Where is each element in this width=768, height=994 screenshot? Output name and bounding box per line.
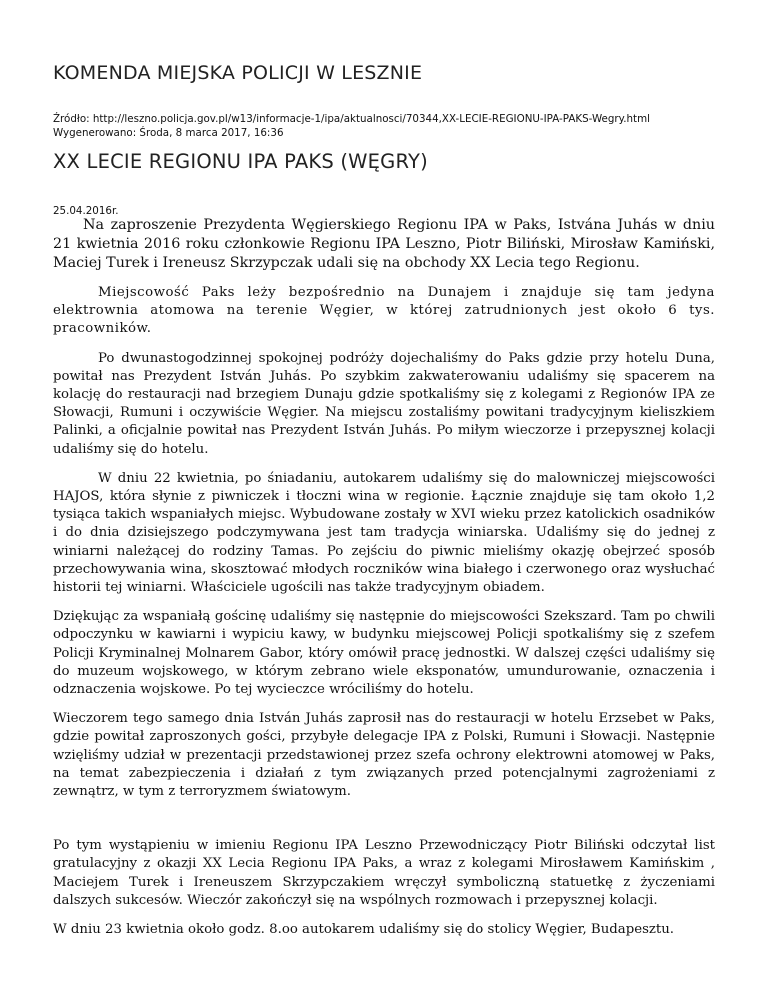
paragraph: Miejscowość Paks leży bezpośrednio na Dunajem i znajduje się tam jedyna elektrownia atomowa na terenie Węgier, w której zatrudnionych jest około 6 tys. pracowników. xyxy=(53,285,715,337)
paragraph: Wieczorem tego samego dnia István Juhás zaprosił nas do restauracji w hotelu Erzsebet w Paks, gdzie powitał zaproszonych gości, przybyłe delegacje IPA z Polski, Rumuni i Słowacji. Następnie wzięliśmy udział w prezentacji przedstawionej przez szefa ochrony elektrowni atomowej w Paks, na temat zabezpieczenia i działań z tym związanych przed potencjalnymi zagrożeniami z zewnątrz, w tym z terroryzmem światowym. xyxy=(53,711,715,800)
document-meta xyxy=(53,112,650,140)
paragraph: W dniu 23 kwietnia około godz. 8.oo autokarem udaliśmy się do stolicy Węgier, Budapesztu. xyxy=(53,922,675,938)
article-date: 25.04.2016r. xyxy=(53,205,119,217)
paragraph: Po dwunastogodzinnej spokojnej podróży dojechaliśmy do Paks gdzie przy hotelu Duna, powitał nas Prezydent István Juhás. Po szybkim zakwaterowaniu udaliśmy się spacerem na kolację do restauracji nad brzegiem Dunaju gdzie spotkaliśmy się z kolegami z Regionów IPA ze Słowacji, Rumuni i oczywiście Węgier. Na miejscu zostaliśmy powitani tradycyjnym kieliszkiem Palinki, a oficjalnie powitał nas Prezydent István Juhás. Po miłym wieczorze i przepysznej kolacji udaliśmy się do hotelu. xyxy=(53,350,715,457)
source-line: Źródło: http://leszno.policja.gov.pl/w13/informacje-1/ipa/aktualnosci/70344,XX-LECIE-REGIONU-IPA-PAKS-Wegry.html xyxy=(53,113,650,125)
paragraph: W dniu 22 kwietnia, po śniadaniu, autokarem udaliśmy się do malowniczej miejscowości HAJOS, która słynie z piwniczek i tłoczni wina w regionie. Łącznie znajduje się tam około 1,2 tysiąca takich wspaniałych miejsc. Wybudowane zostały w XVI wieku przez katolickich osadników i do dnia dzisiejszego podczymywana jest tam tradycja winiarska. Udaliśmy się do jednej z winiarni należącej do rodziny Tamas. Po zejściu do piwnic mieliśmy okazję obejrzeć sposób przechowywania wina, skosztować młodych roczników wina białego i czerwonego oraz wysłuchać historii tej winiarni. Właściciele ugościli nas także tradycyjnym obiadem. xyxy=(53,470,715,596)
paragraph: Po tym wystąpieniu w imieniu Regionu IPA Leszno Przewodniczący Piotr Biliński odczytał list gratulacyjny z okazji XX Lecia Regionu IPA Paks, a wraz z kolegami Mirosławem Kamińskim , Maciejem Turek i Ireneuszem Skrzypczakiem wręczył symboliczną statuetkę z życzeniami dalszych sukcesów. Wieczór zakończył się na wspólnych rozmowach i przepysznej kolacji. xyxy=(53,838,715,908)
paragraph: Dziękując za wspaniałą gościnę udaliśmy się następnie do miejscowości Szekszard. Tam po chwili odpoczynku w kawiarni i wypiciu kawy, w budynku miejscowej Policji spotkaliśmy się z szefem Policji Kryminalnej Molnarem Gabor, który omówił pracę jednostki. W dalszej części udaliśmy się do muzeum wojskowego, w którym zebrano wiele eksponatów, umundurowanie, oznaczenia i odznaczenia wojskowe. Po tej wycieczce wróciliśmy do hotelu. xyxy=(53,609,715,698)
generated-line: Wygenerowano: Środa, 8 marca 2017, 16:36 xyxy=(53,127,284,139)
article-body xyxy=(53,216,715,939)
organization-title: KOMENDA MIEJSKA POLICJI W LESZNIE xyxy=(53,62,423,84)
article-title: XX LECIE REGIONU IPA PAKS (WĘGRY) xyxy=(53,150,428,173)
paragraph: Na zaproszenie Prezydenta Węgierskiego Regionu IPA w Paks, Istvána Juhás w dniu 21 kwietnia 2016 roku członkowie Regionu IPA Leszno, Piotr Biliński, Mirosław Kamiński, Maciej Turek i Ireneusz Skrzypczak udali się na obchody XX Lecia tego Regionu. xyxy=(53,217,715,271)
